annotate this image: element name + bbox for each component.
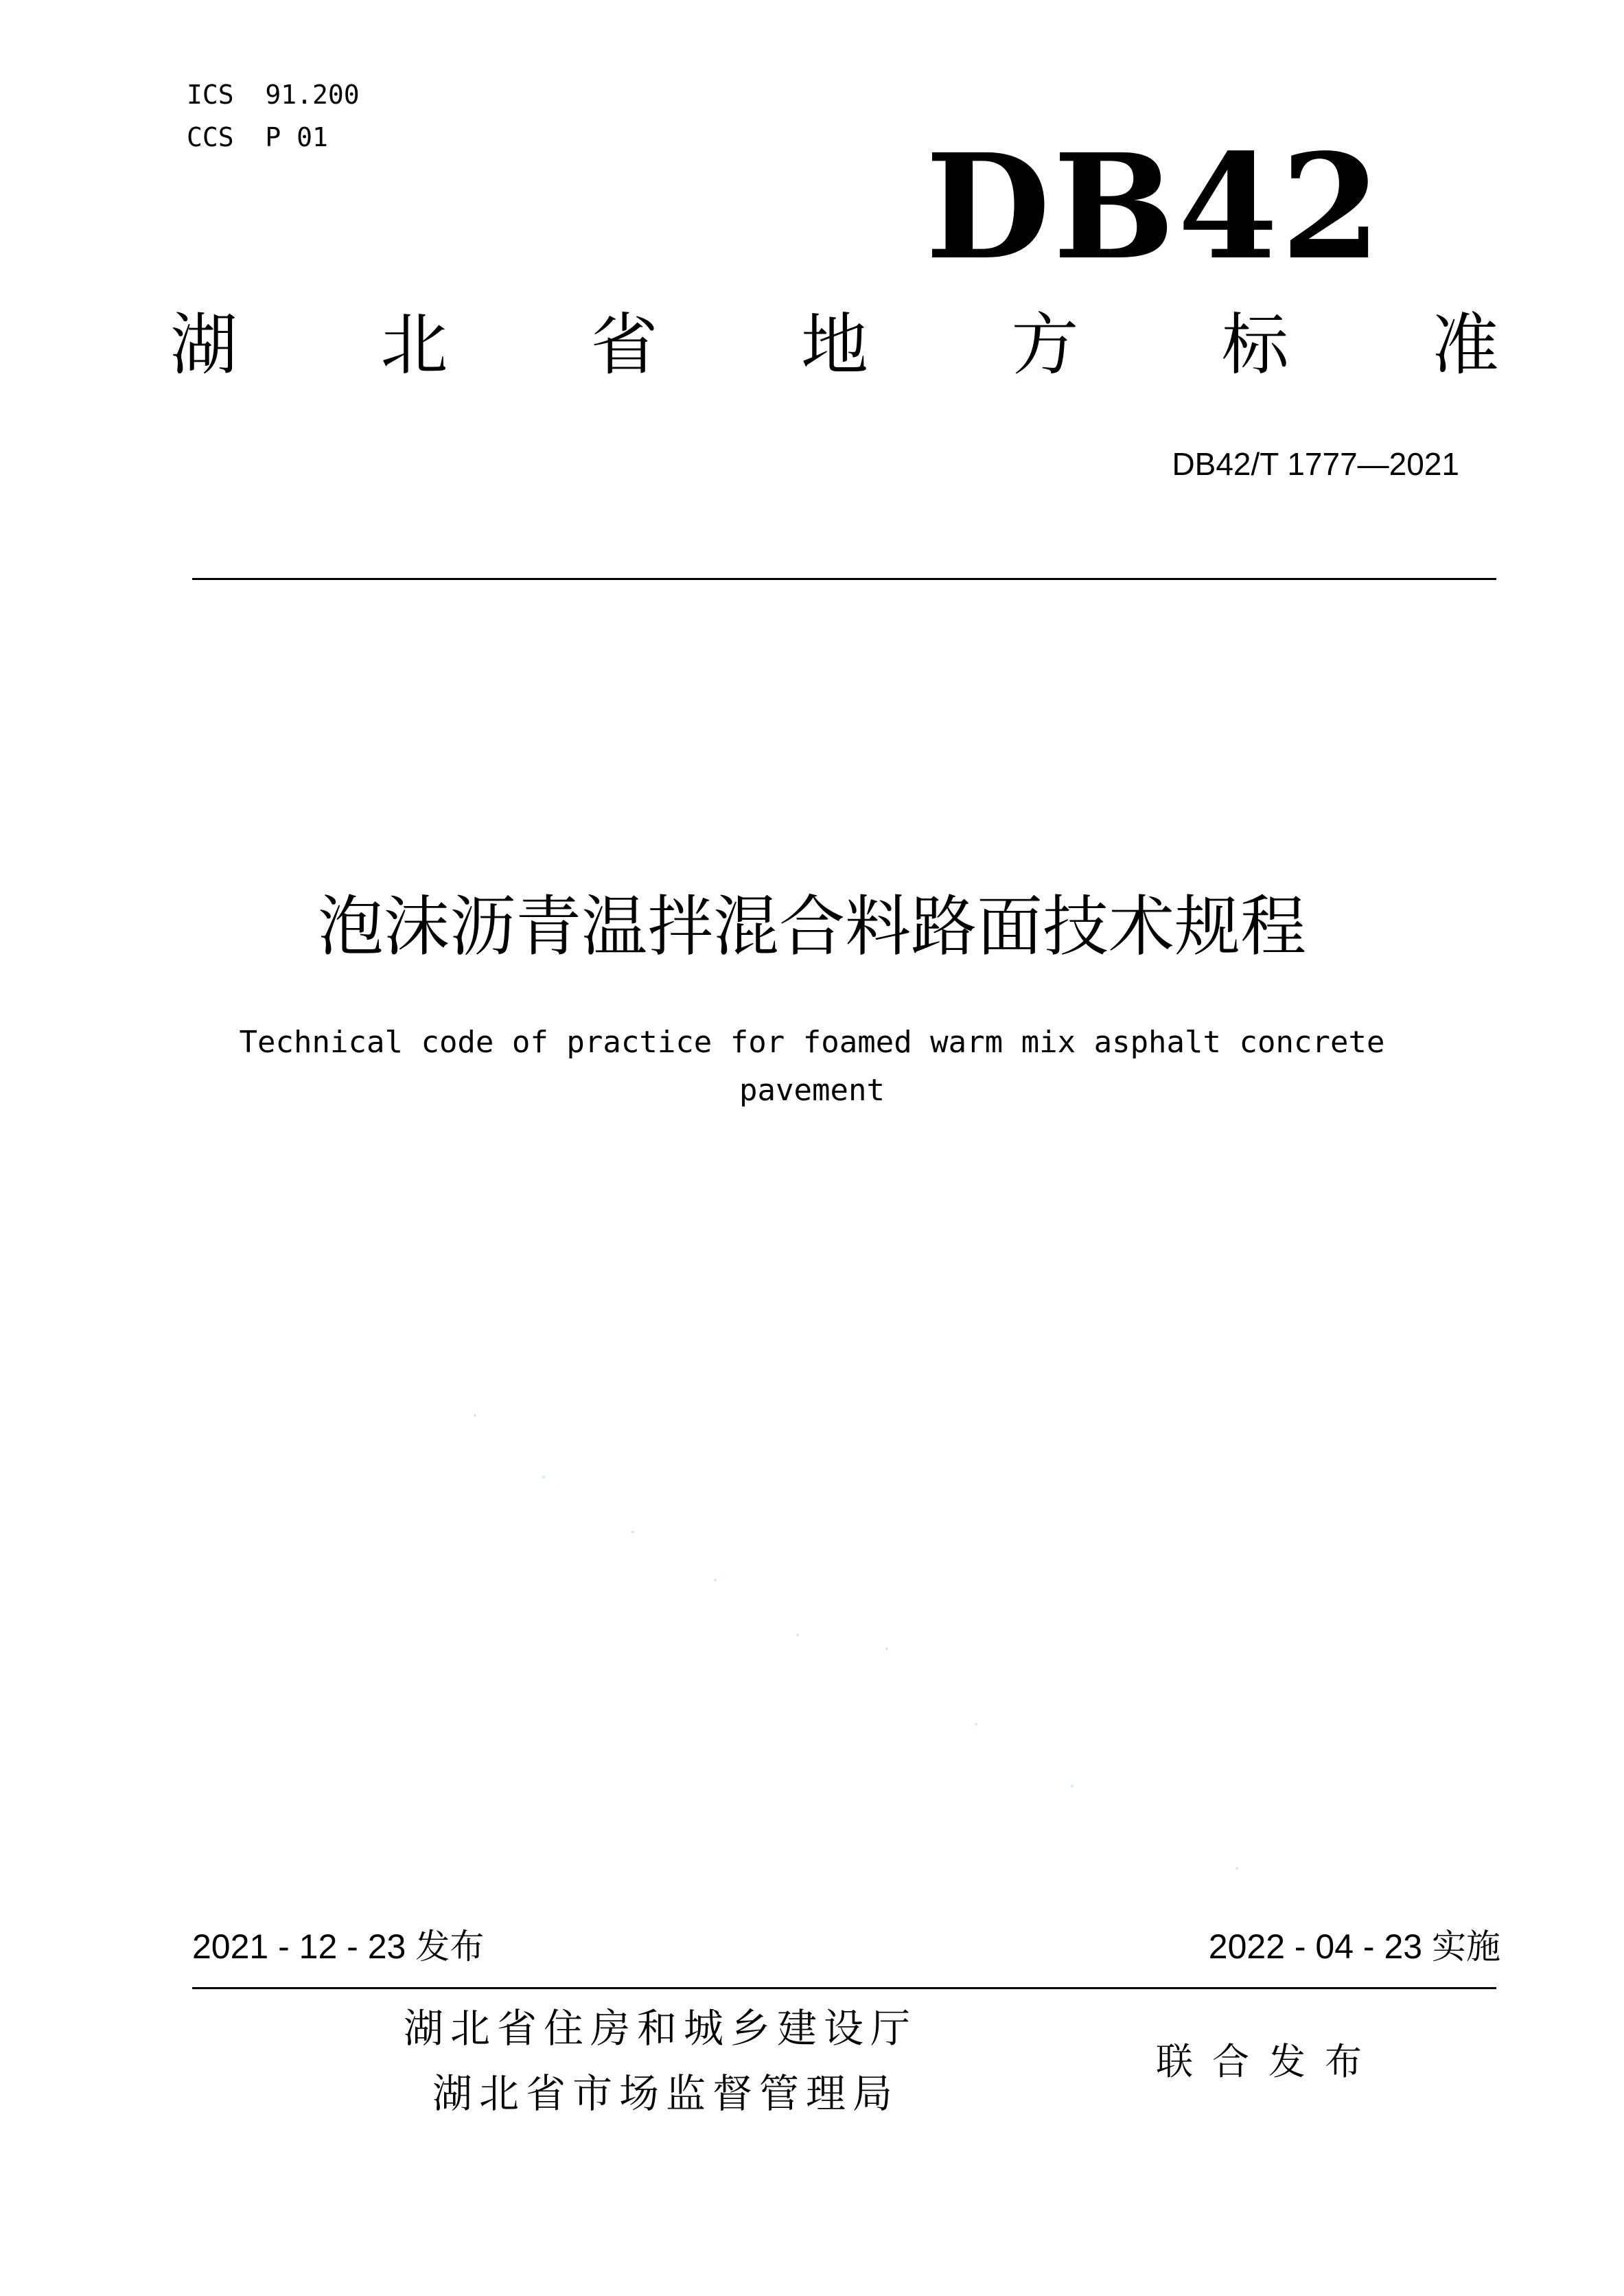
scan-speck bbox=[1236, 1867, 1238, 1870]
standard-type-char: 省 bbox=[590, 306, 658, 384]
scan-speck bbox=[474, 1414, 476, 1417]
standard-type-char: 标 bbox=[1221, 306, 1289, 384]
scan-speck bbox=[542, 1476, 545, 1479]
footer-divider bbox=[192, 1987, 1496, 1989]
scan-speck bbox=[631, 1531, 634, 1533]
scan-speck bbox=[885, 1647, 888, 1650]
standard-type-char: 准 bbox=[1431, 306, 1499, 384]
header-divider bbox=[192, 578, 1496, 580]
issuing-authority: 湖北省住房和城乡建设厅 bbox=[404, 2005, 918, 2052]
ccs-code: CCS P 01 bbox=[187, 122, 328, 152]
ics-code: ICS 91.200 bbox=[187, 80, 360, 110]
standard-type-char: 湖 bbox=[170, 306, 238, 384]
scan-speck bbox=[1071, 1785, 1074, 1787]
standard-type-char: 北 bbox=[380, 306, 448, 384]
issue-date: 2021 - 12 - 23 发布 bbox=[192, 1927, 485, 1966]
implementation-date: 2022 - 04 - 23 实施 bbox=[1208, 1927, 1500, 1966]
standard-type-char: 地 bbox=[800, 306, 868, 384]
scan-speck bbox=[975, 1723, 977, 1726]
issuing-authority: 湖北省市场监督管理局 bbox=[432, 2070, 900, 2117]
scan-speck bbox=[714, 1579, 717, 1581]
scan-speck bbox=[796, 1634, 799, 1636]
db42-logo: DB42 bbox=[925, 122, 1384, 292]
document-title-chinese: 泡沫沥青温拌混合料路面技术规程 bbox=[318, 888, 1306, 965]
standard-type-char: 方 bbox=[1011, 306, 1079, 384]
standard-number: DB42/T 1777—2021 bbox=[1172, 446, 1459, 482]
joint-issue-label: 联合发布 bbox=[1156, 2040, 1381, 2083]
standard-type-heading bbox=[170, 308, 1499, 383]
document-title-english: Technical code of practice for foamed warm mix asphalt concrete pavement bbox=[239, 1025, 1385, 1108]
